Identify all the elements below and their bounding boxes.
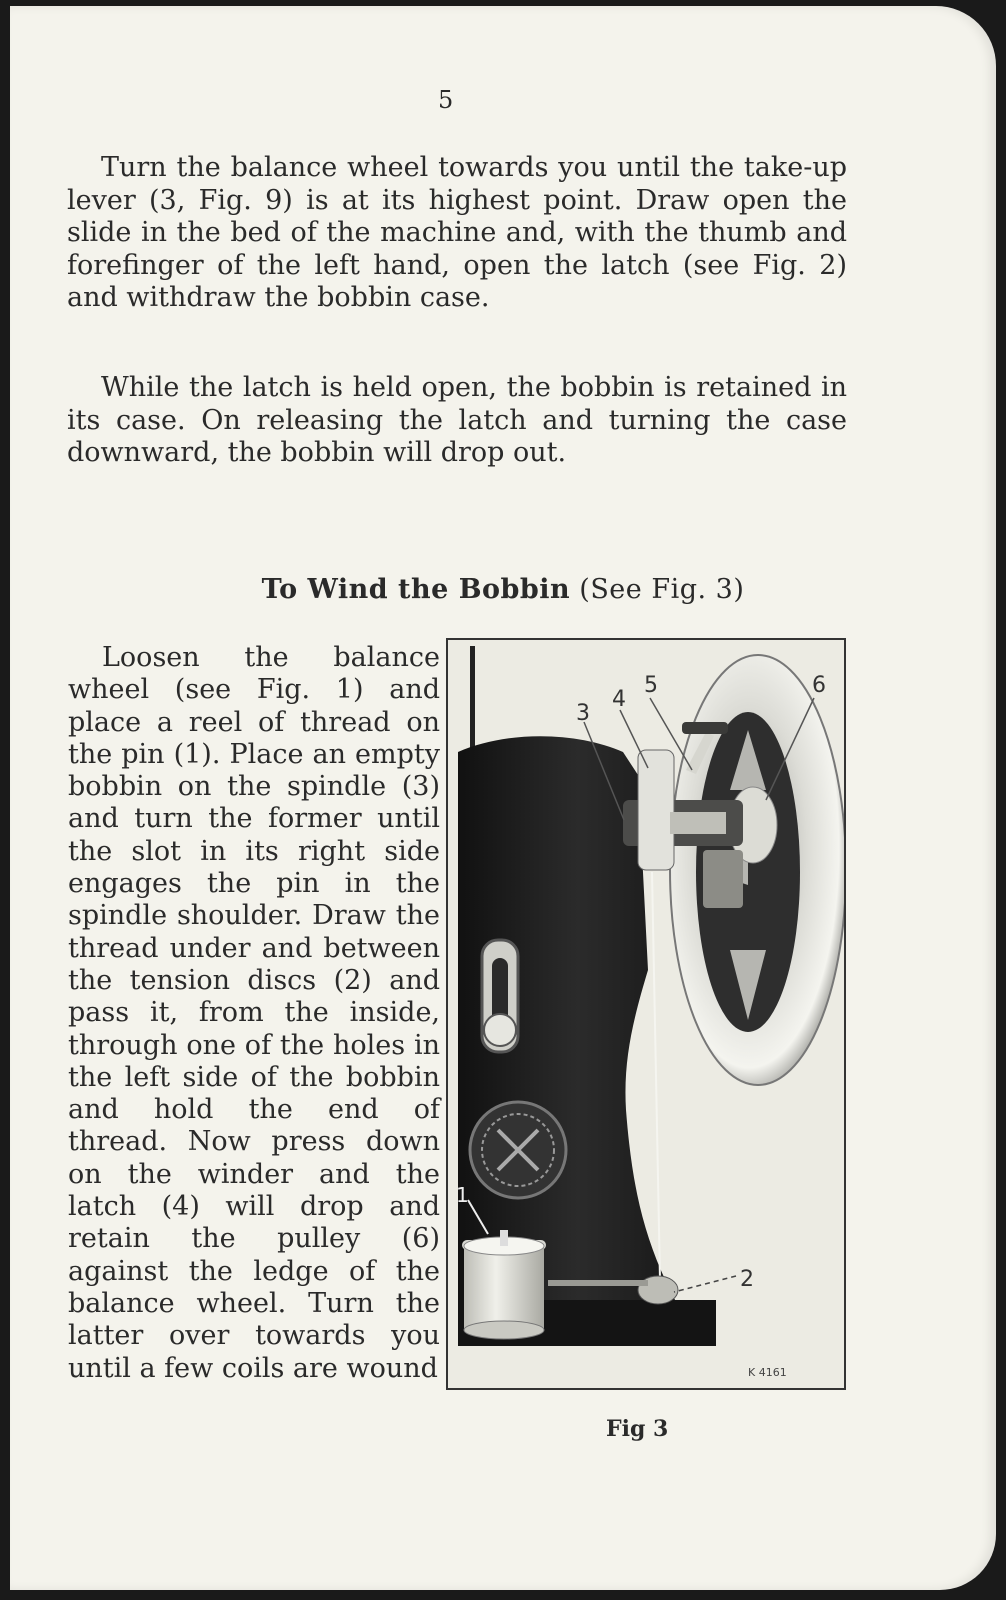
- thread-pin-rod: [470, 646, 475, 756]
- paragraph-latch: While the latch is held open, the bobbin is retained in its case. On releasing the latch and turning the case downward, the bobbin will drop out.: [67, 372, 847, 468]
- figure-caption: Fig 3: [606, 1416, 669, 1442]
- callout-6: 6: [812, 673, 826, 698]
- thread-reel: [464, 1246, 544, 1330]
- callout-4: 4: [612, 687, 626, 712]
- paragraph-wind-bobbin: Loosen the balance wheel (see Fig. 1) and place a reel of thread on the pin (1). Place an empty bobbin on the spindle (3) and turn the former until the slot in its right side engages the pin in the spindle shoulder. Draw the thread under and between the tension discs (2) and pass it, from the inside, through one of the holes in the left side of the bobbin and hold the end of thread. Now press down on the winder and the latch (4) will drop and retain the pulley (6) against the ledge of the balance wheel. Turn the latter over towards you until a few coils are wound: [68, 642, 440, 1384]
- figure-code: K 4161: [748, 1366, 787, 1379]
- bobbin-former: [638, 750, 674, 870]
- section-title: To Wind the Bobbin: [261, 574, 571, 605]
- paragraph-bobbin-case: Turn the balance wheel towards you until the take-up lever (3, Fig. 9) is at its highest point. Draw open the slide in the bed of the machine and, with the thumb and forefinger of the left hand, open the latch (see Fig. 2) and withdraw the bobbin case.: [67, 152, 847, 313]
- callout-1: 1: [456, 1183, 469, 1207]
- callout-2: 2: [740, 1267, 754, 1292]
- page-number: 5: [438, 86, 454, 114]
- callout-5: 5: [644, 673, 658, 698]
- winder-bracket: [703, 850, 743, 908]
- sewing-machine-illustration: [448, 640, 844, 1388]
- manual-page: [10, 6, 996, 1590]
- figure-3-photo: [446, 638, 846, 1390]
- section-figure-reference: (See Fig. 3): [579, 574, 745, 605]
- callout-3: 3: [576, 701, 590, 726]
- section-heading: [10, 574, 996, 605]
